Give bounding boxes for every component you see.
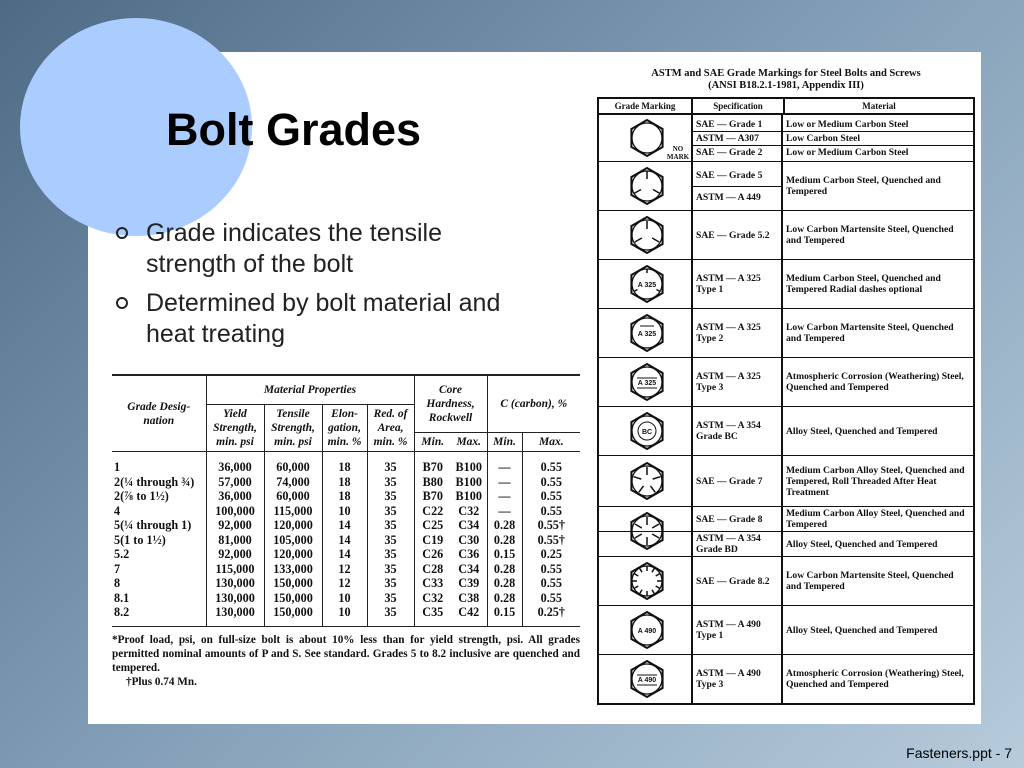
cell-tensile: 150,000 [264, 605, 322, 626]
cell-carbon-max: 0.25† [522, 605, 580, 626]
table-row [112, 605, 580, 626]
cell-yield: 81,000 [206, 533, 264, 548]
specification-cell: SAE — Grade 8 [693, 507, 783, 531]
cell-tensile: 150,000 [264, 591, 322, 606]
header-carbon-min: Min. [487, 433, 522, 452]
properties-table-body [112, 452, 580, 627]
material-cell: Alloy Steel, Quenched and Tempered [786, 624, 938, 636]
material-cell: Medium Carbon Alloy Steel, Quenched and Tempered, Roll Threaded After Heat Treatment [786, 464, 965, 498]
nut-three-dashes-icon [627, 215, 667, 255]
markings-row [599, 260, 973, 309]
cell-carbon-min: — [487, 475, 522, 490]
specification-cell: ASTM — A 490 Type 3 [693, 655, 783, 703]
table-row [112, 489, 580, 504]
markings-row [599, 655, 973, 703]
cell-elongation: 18 [322, 475, 367, 490]
markings-title: ASTM and SAE Grade Markings for Steel Bolts and Screws [651, 68, 921, 79]
specification-cell [693, 115, 783, 161]
cell-carbon-min: 0.15 [487, 547, 522, 562]
table-row [112, 562, 580, 577]
specification-line: SAE — Grade 5 [693, 165, 781, 187]
cell-carbon-min: 0.28 [487, 518, 522, 533]
cell-carbon-max: 0.55† [522, 518, 580, 533]
cell-carbon-max: 0.55 [522, 576, 580, 591]
table-row [112, 452, 580, 475]
cell-yield: 92,000 [206, 547, 264, 562]
grade-marking-cell [599, 507, 693, 531]
material-cell [783, 115, 973, 161]
header-hardness-max: Max. [451, 433, 487, 452]
material-line: Low or Medium Carbon Steel [786, 146, 909, 158]
header-carbon: C (carbon), % [487, 375, 580, 433]
cell-hardness-max: B100 [455, 489, 482, 503]
cell-yield: 36,000 [206, 452, 264, 475]
header-elongation: Elon- gation, min. % [322, 405, 367, 452]
no-mark-label: NO MARK [666, 145, 690, 161]
cell-yield: 92,000 [206, 518, 264, 533]
grade-marking-cell [599, 309, 693, 357]
table-row [112, 591, 580, 606]
markings-row [599, 358, 973, 407]
cell-reduction: 35 [367, 504, 414, 519]
header-material-properties: Material Properties [206, 375, 414, 405]
cell-hardness-min: C19 [414, 533, 451, 548]
cell-yield: 100,000 [206, 504, 264, 519]
specification-line: ASTM — A307 [693, 132, 781, 146]
header-carbon-max: Max. [522, 433, 580, 452]
header-tensile: Tensile Strength, min. psi [264, 405, 322, 452]
material-cell: Medium Carbon Steel, Quenched and Tempered [786, 175, 941, 197]
cell-tensile: 60,000 [264, 452, 322, 475]
markings-grid [597, 97, 975, 705]
cell-carbon-min: 0.15 [487, 605, 522, 626]
material-line: Low Carbon Steel [783, 132, 973, 146]
cell-hardness-min: C25 [414, 518, 451, 533]
cell-carbon-max: 0.55 [522, 591, 580, 606]
cell-carbon-max: 0.55 [522, 504, 580, 519]
table-row [112, 518, 580, 533]
slide-footer: Fasteners.ppt - 7 [906, 745, 1012, 761]
markings-row [599, 557, 973, 606]
nut-a325-type3-icon [627, 362, 667, 402]
cell-hardness-max: C38 [458, 590, 480, 605]
cell-grade: 4 [114, 503, 121, 518]
material-cell: Low Carbon Martensite Steel, Quenched and Tempered [786, 322, 954, 344]
cell-grade: 8.1 [114, 590, 130, 605]
bullet-text: Determined by bolt material and heat treating [146, 289, 501, 348]
table-row [112, 504, 580, 519]
cell-yield: 115,000 [206, 562, 264, 577]
cell-reduction: 35 [367, 547, 414, 562]
cell-yield: 130,000 [206, 605, 264, 626]
specification-cell: ASTM — A 325 Type 3 [693, 358, 783, 406]
material-cell: Alloy Steel, Quenched and Tempered [786, 538, 938, 550]
cell-reduction: 35 [367, 518, 414, 533]
cell-hardness-max: C39 [458, 576, 480, 590]
specification-cell: SAE — Grade 5.2 [693, 211, 783, 259]
cell-yield: 36,000 [206, 489, 264, 504]
cell-hardness-min: C26 [414, 547, 451, 562]
specification-cell: ASTM — A 490 Type 1 [693, 606, 783, 654]
markings-rows [599, 211, 973, 703]
cell-reduction: 35 [367, 562, 414, 577]
cell-grade: 8 [114, 576, 121, 590]
cell-elongation: 18 [322, 489, 367, 504]
cell-hardness-min: C22 [414, 504, 451, 519]
cell-reduction: 35 [367, 605, 414, 626]
cell-hardness-min: C28 [414, 562, 451, 577]
cell-reduction: 35 [367, 452, 414, 475]
cell-hardness-max: B100 [455, 474, 482, 489]
material-cell: Low Carbon Martensite Steel, Quenched and Tempered [786, 224, 954, 246]
markings-row [599, 211, 973, 260]
cell-hardness-min: C35 [414, 605, 451, 626]
cell-tensile: 150,000 [264, 576, 322, 591]
cell-tensile: 74,000 [264, 475, 322, 490]
cell-carbon-max: 0.25 [522, 547, 580, 562]
nut-no-mark-icon [627, 118, 667, 158]
cell-carbon-min: — [487, 452, 522, 475]
bullet-list [116, 218, 536, 358]
svg-text:BC: BC [641, 429, 653, 436]
markings-header-row [599, 99, 973, 115]
cell-grade: 2(⅞ to 1½) [114, 489, 169, 503]
cell-grade: 7 [114, 561, 121, 576]
specification-cell: SAE — Grade 8.2 [693, 557, 783, 605]
nut-bc-icon [627, 411, 667, 451]
cell-grade: 2(¼ through ¾) [114, 474, 195, 489]
slide-title: Bolt Grades [166, 104, 422, 155]
header-grade-marking: Grade Marking [599, 99, 693, 113]
cell-elongation: 10 [322, 591, 367, 606]
svg-text:A 490: A 490 [637, 628, 657, 635]
cell-elongation: 12 [322, 562, 367, 577]
nut-six-lines-icon [627, 511, 667, 551]
note-manganese: †Plus 0.74 Mn. [126, 675, 197, 688]
specification-cell [693, 162, 783, 210]
cell-carbon-min: 0.28 [487, 591, 522, 606]
grade-marking-cell [599, 358, 693, 406]
grade-marking-cell [599, 606, 693, 654]
cell-reduction: 35 [367, 591, 414, 606]
nut-a325-icon [627, 264, 667, 304]
cell-hardness-max: C36 [458, 547, 480, 561]
cell-hardness-min: B80 [414, 475, 451, 490]
cell-hardness-max: B100 [455, 460, 482, 474]
cell-yield: 130,000 [206, 576, 264, 591]
header-core-hardness: Core Hardness, Rockwell [414, 375, 487, 433]
markings-row [599, 162, 973, 211]
svg-text:A 325: A 325 [637, 331, 657, 338]
cell-tensile: 120,000 [264, 518, 322, 533]
svg-text:A 325: A 325 [637, 282, 657, 289]
grade-marking-cell [599, 115, 693, 161]
specification-cell: ASTM — A 354 Grade BD [693, 532, 783, 556]
specification-cell: SAE — Grade 7 [693, 456, 783, 506]
specification-cell: ASTM — A 325 Type 1 [693, 260, 783, 308]
cell-carbon-max: 0.55 [522, 562, 580, 577]
bullet-marker-icon [116, 227, 128, 239]
material-cell: Medium Carbon Steel, Quenched and Tempered Radial dashes optional [786, 273, 941, 295]
material-cell: Atmospheric Corrosion (Weathering) Steel, Quenched and Tempered [786, 668, 964, 690]
cell-hardness-min: C32 [414, 591, 451, 606]
header-yield: Yield Strength, min. psi [206, 405, 264, 452]
cell-grade: 5(1 to 1½) [114, 532, 166, 547]
cell-yield: 57,000 [206, 475, 264, 490]
cell-grade: 5.2 [114, 547, 130, 561]
cell-grade: 5(¼ through 1) [114, 518, 192, 532]
material-cell: Atmospheric Corrosion (Weathering) Steel, Quenched and Tempered [786, 371, 964, 393]
header-reduction: Red. of Area, min. % [367, 405, 414, 452]
grade-marking-cell [599, 655, 693, 703]
markings-row [599, 606, 973, 655]
cell-elongation: 18 [322, 452, 367, 475]
grade-marking-cell [599, 407, 693, 455]
cell-elongation: 12 [322, 576, 367, 591]
cell-yield: 130,000 [206, 591, 264, 606]
cell-reduction: 35 [367, 533, 414, 548]
table-row [112, 533, 580, 548]
cell-hardness-min: B70 [414, 489, 451, 504]
cell-hardness-min: C33 [414, 576, 451, 591]
markings-row [599, 115, 973, 162]
grade-marking-cell [599, 260, 693, 308]
cell-hardness-max: C32 [458, 503, 480, 518]
bullet-marker-icon [116, 297, 128, 309]
header-grade: Grade Desig- nation [112, 375, 206, 452]
table-row [112, 576, 580, 591]
cell-hardness-max: C34 [458, 518, 480, 532]
cell-tensile: 105,000 [264, 533, 322, 548]
cell-carbon-max: 0.55† [522, 533, 580, 548]
nut-a490-type3-icon [627, 659, 667, 699]
specification-line: ASTM — A 449 [696, 191, 761, 203]
nut-sunburst-icon [627, 561, 667, 601]
cell-carbon-min: 0.28 [487, 533, 522, 548]
cell-tensile: 60,000 [264, 489, 322, 504]
cell-hardness-max: C30 [458, 532, 480, 547]
table-notes [112, 633, 580, 689]
cell-elongation: 14 [322, 518, 367, 533]
markings-subtitle: (ANSI B18.2.1-1981, Appendix III) [708, 80, 864, 91]
cell-grade: 8.2 [112, 605, 206, 626]
specification-line: SAE — Grade 2 [696, 146, 763, 158]
cell-carbon-max: 0.55 [522, 475, 580, 490]
markings-row [599, 507, 973, 532]
cell-elongation: 10 [322, 504, 367, 519]
nut-a325-type2-icon [627, 313, 667, 353]
cell-hardness-max: C34 [458, 561, 480, 576]
nut-five-lines-icon [627, 461, 667, 501]
cell-carbon-min: 0.28 [487, 576, 522, 591]
material-properties-table [112, 374, 580, 689]
nut-three-lines-icon [627, 166, 667, 206]
grade-markings-table [597, 68, 975, 705]
nut-a490-icon [627, 610, 667, 650]
cell-carbon-min: — [487, 489, 522, 504]
cell-carbon-max: 0.55 [522, 489, 580, 504]
material-line: Low or Medium Carbon Steel [783, 118, 973, 132]
table-row [112, 547, 580, 562]
header-specification: Specification [693, 99, 785, 113]
material-cell: Alloy Steel, Quenched and Tempered [786, 425, 938, 437]
svg-text:A 325: A 325 [637, 380, 657, 387]
grade-marking-cell [599, 162, 693, 210]
material-cell: Medium Carbon Alloy Steel, Quenched and Tempered [786, 508, 965, 530]
cell-reduction: 35 [367, 576, 414, 591]
material-cell: Low Carbon Martensite Steel, Quenched and Tempered [786, 570, 954, 592]
cell-carbon-min: — [487, 504, 522, 519]
cell-tensile: 133,000 [264, 562, 322, 577]
grade-marking-cell [599, 211, 693, 259]
cell-elongation: 10 [322, 605, 367, 626]
markings-row [599, 456, 973, 507]
cell-hardness-min: B70 [414, 452, 451, 475]
cell-reduction: 35 [367, 475, 414, 490]
cell-hardness-max: C42 [451, 605, 487, 626]
specification-line: SAE — Grade 1 [693, 118, 781, 132]
svg-text:A 490: A 490 [637, 677, 657, 684]
cell-grade: 1 [114, 460, 121, 474]
cell-elongation: 14 [322, 533, 367, 548]
bullet-item [116, 288, 536, 350]
grade-marking-cell [599, 456, 693, 506]
header-hardness-min: Min. [414, 433, 451, 452]
bullet-item [116, 218, 536, 280]
bullet-text: Grade indicates the tensile strength of the bolt [146, 219, 443, 278]
cell-elongation: 14 [322, 547, 367, 562]
specification-cell: ASTM — A 354 Grade BC [693, 407, 783, 455]
table-row [112, 475, 580, 490]
markings-row [599, 407, 973, 456]
cell-carbon-min: 0.28 [487, 562, 522, 577]
cell-tensile: 115,000 [264, 504, 322, 519]
cell-tensile: 120,000 [264, 547, 322, 562]
specification-cell: ASTM — A 325 Type 2 [693, 309, 783, 357]
markings-row [599, 309, 973, 358]
note-proof-load: *Proof load, psi, on full-size bolt is about 10% less than for yield strength, psi. All grades permitted nominal amounts of P and S. See standard. Grades 5 to 8.2 inclusive are quenched and tempered. [112, 633, 580, 674]
cell-carbon-max: 0.55 [522, 452, 580, 475]
grade-marking-cell [599, 557, 693, 605]
header-material: Material [862, 101, 896, 111]
cell-reduction: 35 [367, 489, 414, 504]
